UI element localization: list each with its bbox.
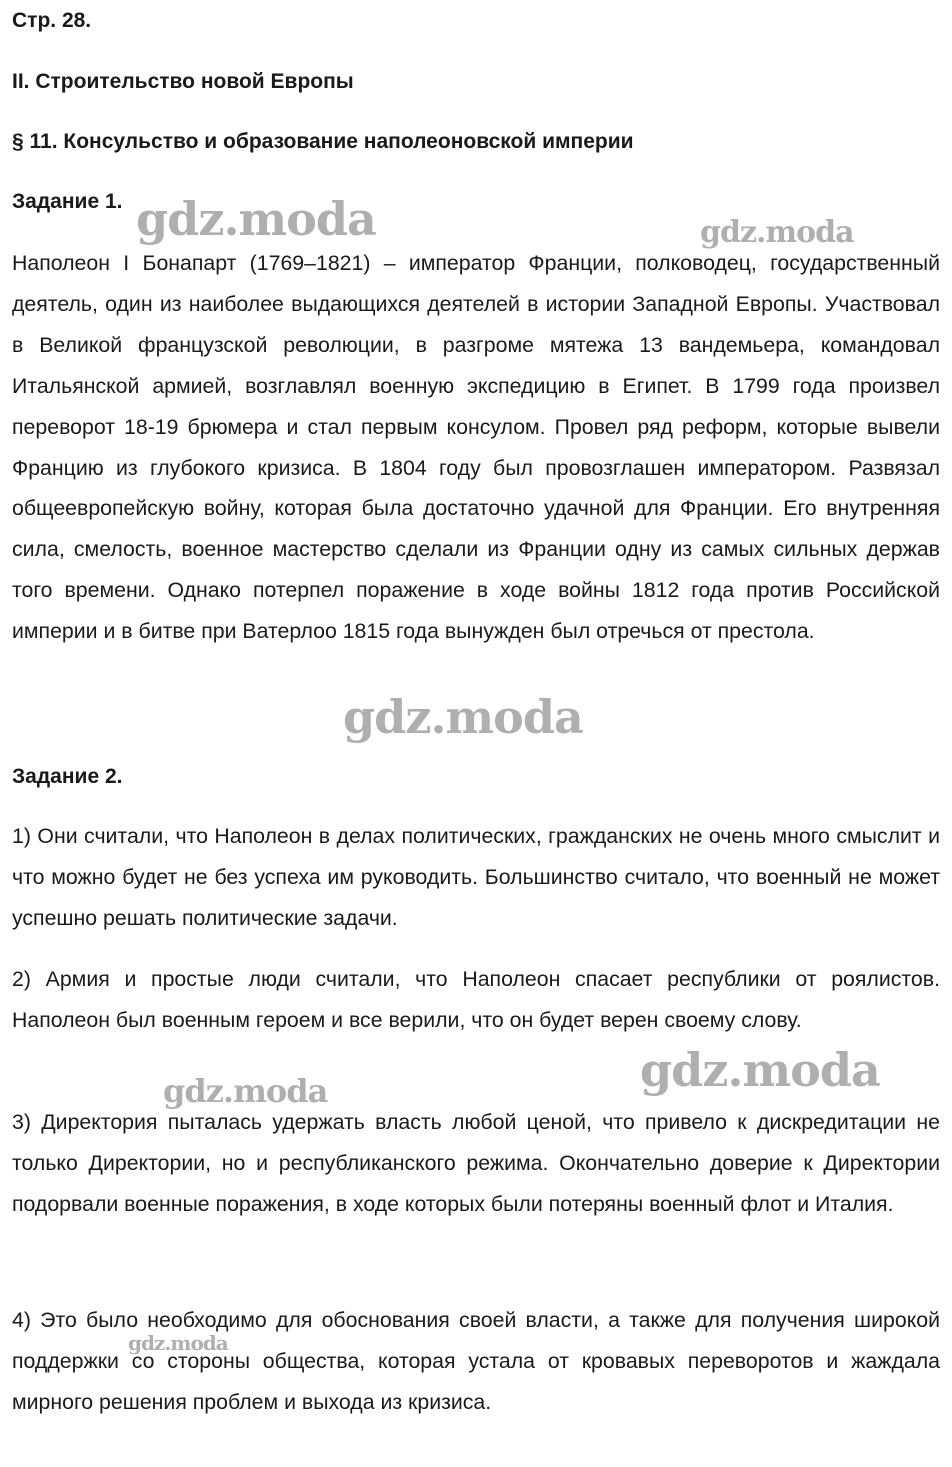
section-title: II. Строительство новой Европы (12, 70, 354, 93)
watermark-logo: gdz.moda (640, 1043, 880, 1097)
watermark-logo: gdz.moda (343, 690, 583, 744)
page-label: Стр. 28. (12, 9, 92, 32)
task2-answer-1: 1) Они считали, что Наполеон в делах политических, гражданских не очень много смыслит и что можно будет не без успеха им руководить. Большинство считало, что военный не может успешно решать политические задачи. (12, 824, 940, 930)
task1-heading: Задание 1. (12, 190, 123, 213)
task2-answer-4: 4) Это было необходимо для обоснования своей власти, а также для получения широкой поддержки со стороны общества, которая устала от кровавых переворотов и жаждала мирного решения проблем и выхода из кризиса. (12, 1308, 940, 1414)
watermark-logo: gdz.moda (700, 215, 854, 250)
watermark-logo: gdz.moda (136, 192, 376, 246)
task2-answer-2: 2) Армия и простые люди считали, что Наполеон спасает республики от роялистов. Наполеон был военным героем и все верили, что он будет верен своему слову. (12, 967, 940, 1032)
task2-answer-3: 3) Директория пыталась удержать власть любой ценой, что привело к дискредитации не только Директории, но и республиканского режима. Окончательно доверие к Директории подорвали военные поражения, в ходе которых были потеряны военный флот и Италия. (12, 1110, 940, 1216)
watermark-logo: gdz.moda (163, 1072, 328, 1110)
task1-text: Наполеон I Бонапарт (1769–1821) – император Франции, полководец, государственный деятель, один из наиболее выдающихся деятелей в истории Западной Европы. Участвовал в Великой французской революции, в разгроме мятежа 13 вандемьера, командовал Итальянской армией, возглавлял военную экспедицию в Египет. В 1799 года произвел переворот 18-19 брюмера и стал первым консулом. Провел ряд реформ, которые вывели Францию из глубокого кризиса. В 1804 году был провозглашен императором. Развязал общеевропейскую войну, которая была достаточно удачной для Франции. Его внутренняя сила, смелость, военное мастерство сделали из Франции одну из самых сильных держав того времени. Однако потерпел поражение в ходе войны 1812 года против Российской империи и в битве при Ватерлоо 1815 года вынужден был отречься от престола. (12, 251, 940, 644)
task2-heading: Задание 2. (12, 765, 123, 788)
watermark-logo: gdz.moda (128, 1331, 228, 1355)
paragraph-title: § 11. Консульство и образование наполеоновской империи (12, 130, 634, 153)
